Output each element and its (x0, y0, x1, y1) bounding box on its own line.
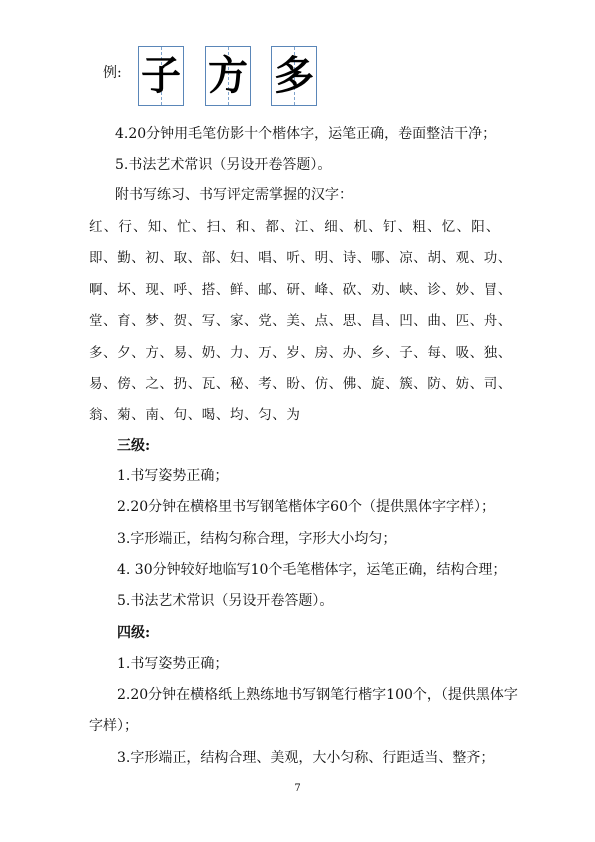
example-glyph: 多 (274, 52, 314, 99)
requirement-line: 1.书写姿势正确； (117, 468, 229, 484)
requirement-line: 2.20分钟在横格纸上熟练地书写钢笔行楷字100个，（提供黑体字 (117, 687, 518, 703)
character-list-row: 即、勤、初、取、部、妇、唱、听、明、诗、哪、凉、胡、观、功、 (89, 250, 512, 266)
character-list-row: 翁、菊、南、句、喝、均、匀、为 (89, 407, 301, 423)
requirement-line: 4.20分钟用毛笔仿影十个楷体字，运笔正确，卷面整洁干净； (115, 126, 497, 142)
requirement-line: 2.20分钟在横格里书写钢笔楷体字60个（提供黑体字字样）； (117, 499, 495, 515)
requirement-line: 3.字形端正，结构合理、美观，大小匀称、行距适当、整齐； (117, 750, 495, 766)
requirement-line: 5.书法艺术常识（另设开卷答题）。 (117, 593, 334, 609)
character-list-row: 堂、育、梦、贺、写、家、党、美、点、思、昌、凹、曲、匹、舟、 (89, 313, 512, 329)
practice-grid-box (205, 46, 251, 106)
requirement-line-continued: 字样）； (89, 718, 138, 734)
level-heading-3: 三级: (117, 438, 151, 454)
requirement-line: 4. 30分钟较好地临写10个毛笔楷体字，运笔正确，结构合理； (117, 562, 507, 578)
requirement-line: 5.书法艺术常识（另设开卷答题）。 (115, 157, 332, 173)
example-label: 例: (103, 65, 122, 81)
character-list-row: 易、傍、之、扔、瓦、秘、考、盼、仿、佛、旋、簇、防、妨、司、 (89, 376, 512, 392)
page-number: 7 (294, 783, 301, 794)
requirement-line: 3.字形端正，结构匀称合理，字形大小均匀； (117, 531, 397, 547)
character-list-row: 红、行、知、忙、扫、和、都、江、细、机、钉、粗、忆、阳、 (89, 219, 501, 235)
character-list-row: 啊、坏、现、呼、搭、鲜、邮、研、峰、砍、劝、峡、诊、妙、冒、 (89, 282, 512, 298)
level-heading-4: 四级: (117, 625, 151, 641)
requirement-line: 1.书写姿势正确； (117, 656, 229, 672)
example-glyph: 方 (208, 52, 248, 99)
character-list-row: 多、夕、方、易、奶、力、万、岁、房、办、乡、子、每、吸、独、 (89, 345, 512, 361)
section-intro: 附书写练习、书写评定需掌握的汉字： (115, 187, 353, 203)
example-glyph: 子 (141, 52, 181, 99)
practice-grid-box (138, 46, 184, 106)
practice-grid-box (271, 46, 317, 106)
